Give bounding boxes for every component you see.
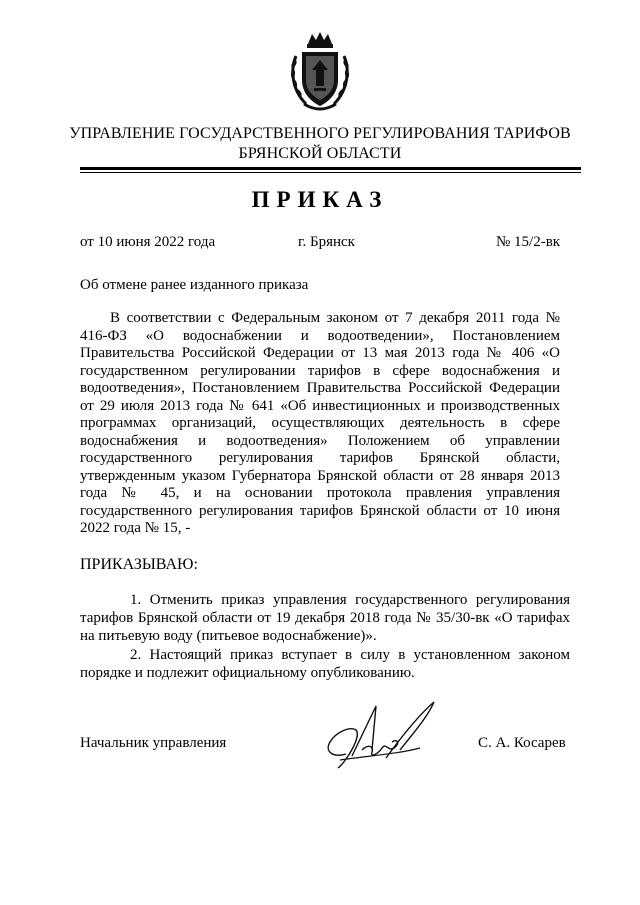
order-item-2: 2. Настоящий приказ вступает в силу в установленном законом порядке и подлежит официальному опубликованию. <box>80 647 570 681</box>
signatory-position: Начальник управления <box>80 735 227 751</box>
organization-name-line2: БРЯНСКОЙ ОБЛАСТИ <box>238 145 402 162</box>
document-number: № 15/2-вк <box>496 234 561 250</box>
document-subject: Об отмене ранее изданного приказа <box>80 277 309 293</box>
document-date: от 10 июня 2022 года <box>80 234 216 250</box>
order-keyword: ПРИКАЗЫВАЮ: <box>80 556 198 573</box>
order-item-1: 1. Отменить приказ управления государственного регулирования тарифов Брянской области от 19 декабря 2018 года № 35/30-вк «О тарифах на питьевую воду (питьевое водоснабжение)». <box>80 592 570 644</box>
header-divider-thin <box>80 172 581 173</box>
handwritten-signature-icon <box>316 696 440 776</box>
document-city: г. Брянск <box>298 234 355 250</box>
document-title: ПРИКАЗ <box>251 187 389 212</box>
coat-of-arms-icon <box>288 30 352 112</box>
preamble-paragraph: В соответствии с Федеральным законом от 7 декабря 2011 года № 416-ФЗ «О водоснабжении и водоотведении», Постановлением Правительства Российской Федерации от 13 мая 2013 года № 406 «О государственном регулировании тарифов в сфере водоснабжения и водоотведения», Постановлением Правительства Российской Федерации от 29 июля 2013 года № 641 «Об инвестиционных и производственных программах организаций, осуществляющих деятельность в сфере водоснабжения и водоотведения» Положением об управлении государственного регулирования тарифов Брянской области, утвержденным указом Губернатора Брянской области от 28 января 2013 года № 45, и на основании протокола правления управления государственного регулирования тарифов Брянской области от 10 июня 2022 года № 15, - <box>80 310 560 536</box>
header-divider-thick <box>80 167 581 170</box>
signatory-name: С. А. Косарев <box>478 735 566 751</box>
organization-name-line1: УПРАВЛЕНИЕ ГОСУДАРСТВЕННОГО РЕГУЛИРОВАНИЯ ТАРИФОВ <box>69 125 571 142</box>
